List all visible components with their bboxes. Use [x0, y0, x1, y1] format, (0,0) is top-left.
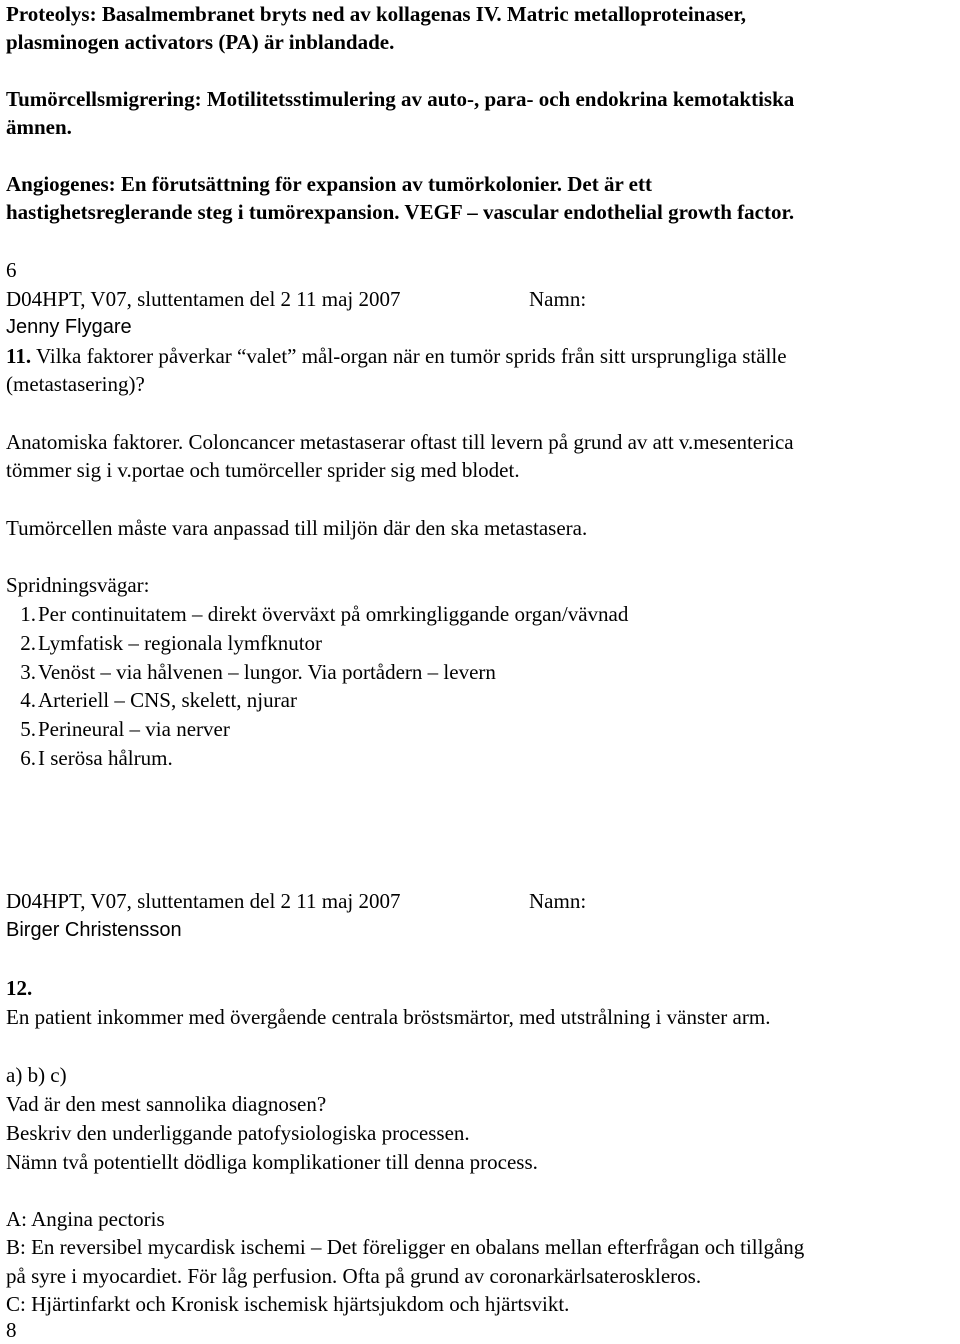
page-number-8: 8 — [6, 1318, 17, 1342]
anatomiska-line-2: tömmer sig i v.portae och tumörceller sprider sig med blodet. — [6, 458, 520, 482]
anpassad-line: Tumörcellen måste vara anpassad till miljön där den ska metastasera. — [6, 516, 588, 540]
answer-b-line-1: B: En reversibel mycardisk ischemi – Det föreligger en obalans mellan efterfrågan och tillgång — [6, 1235, 805, 1259]
question-11 — [6, 342, 787, 370]
case-description: En patient inkommer med övergående centrala bröstsmärtor, med utstrålning i vänster arm. — [6, 1005, 771, 1029]
angiogenes-line-2: hastighetsreglerande steg i tumörexpansion. VEGF – vascular endothelial growth factor. — [6, 200, 795, 224]
list-item: 1.Per continuitatem – direkt överväxt på omrkingliggande organ/vävnad — [20, 602, 629, 626]
spridningsvagar-title: Spridningsvägar: — [6, 573, 150, 597]
list-item: 3.Venöst – via hålvenen – lungor. Via portådern – levern — [20, 660, 496, 684]
course-info: D04HPT, V07, sluttentamen del 2 11 maj 2007 — [6, 287, 401, 311]
question-12-number: 12. — [6, 976, 33, 1000]
question-number: 11. — [6, 344, 32, 368]
exam-header-2 — [6, 887, 587, 915]
list-item: 6.I serösa hålrum. — [20, 746, 173, 770]
name-label: Namn: — [529, 287, 587, 311]
page-number: 6 — [6, 258, 17, 282]
question-parts: a) b) c) — [6, 1063, 67, 1087]
name-label: Namn: — [529, 889, 587, 913]
proteolys-line-1: Proteolys: Basalmembranet bryts ned av kollagenas IV. Matric metalloproteinaser, — [6, 2, 746, 26]
question-11-cont: (metastasering)? — [6, 372, 145, 396]
student-name: Jenny Flygare — [6, 316, 132, 338]
migrering-line-2: ämnen. — [6, 115, 72, 139]
migrering-line-1: Tumörcellsmigrering: Motilitetsstimulering av auto-, para- och endokrina kemotaktiska — [6, 87, 795, 111]
question-c: Nämn två potentiellt dödliga komplikationer till denna process. — [6, 1150, 538, 1174]
question-b: Beskriv den underliggande patofysiologiska processen. — [6, 1121, 470, 1145]
list-item: 5.Perineural – via nerver — [20, 717, 230, 741]
list-item: 4.Arteriell – CNS, skelett, njurar — [20, 688, 297, 712]
question-text: Vilka faktorer påverkar “valet” mål-organ när en tumör sprids från sitt ursprungliga ställe — [35, 344, 787, 368]
proteolys-line-2: plasminogen activators (PA) är inblandade. — [6, 30, 395, 54]
anatomiska-line-1: Anatomiska faktorer. Coloncancer metastaserar oftast till levern på grund av att v.mesenterica — [6, 430, 794, 454]
angiogenes-line-1: Angiogenes: En förutsättning för expansion av tumörkolonier. Det är ett — [6, 172, 652, 196]
answer-a: A: Angina pectoris — [6, 1207, 165, 1231]
question-a: Vad är den mest sannolika diagnosen? — [6, 1092, 327, 1116]
exam-header — [6, 285, 587, 313]
answer-b-line-2: på syre i myocardiet. För låg perfusion. Ofta på grund av coronarkärlsateroskleros. — [6, 1264, 702, 1288]
course-info: D04HPT, V07, sluttentamen del 2 11 maj 2007 — [6, 889, 401, 913]
list-item: 2.Lymfatisk – regionala lymfknutor — [20, 631, 323, 655]
answer-c: C: Hjärtinfarkt och Kronisk ischemisk hjärtsjukdom och hjärtsvikt. — [6, 1292, 570, 1316]
student-name-2: Birger Christensson — [6, 919, 182, 941]
